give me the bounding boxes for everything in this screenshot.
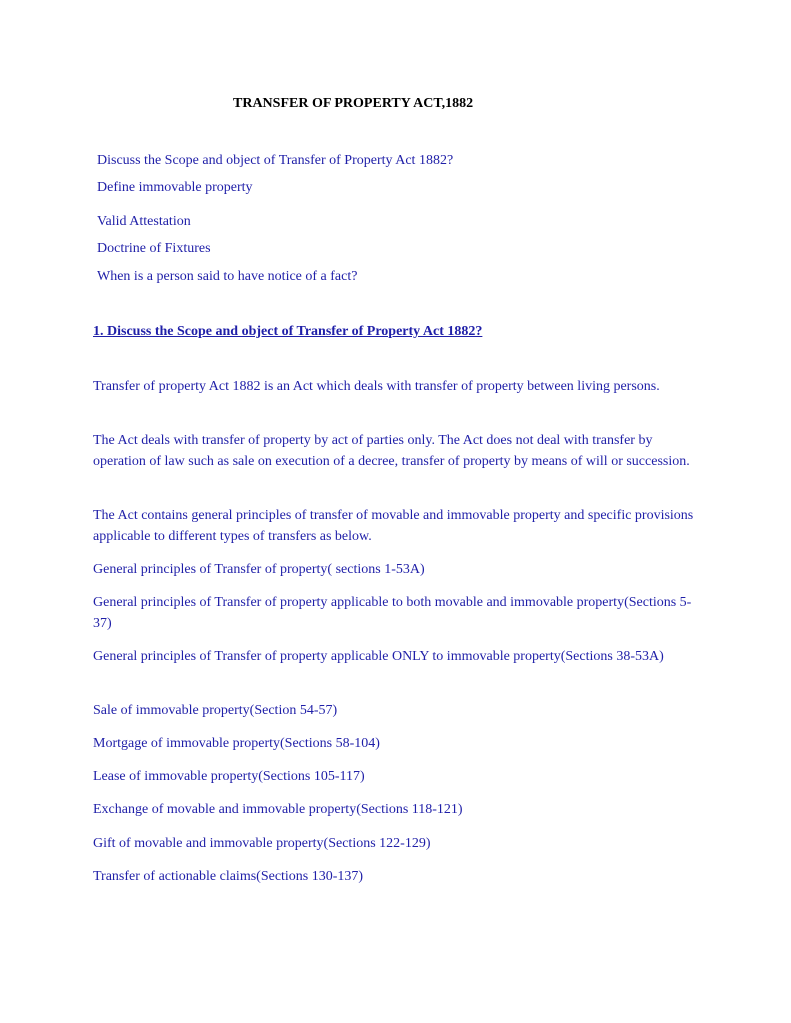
answer-heading[interactable]: 1. Discuss the Scope and object of Transfer of Property Act 1882? [93,324,483,339]
list-item-lease: Lease of immovable property(Sections 105-117) [93,769,365,784]
question-item-valid-attestation[interactable]: Valid Attestation [97,214,191,229]
paragraph-act-scope: The Act deals with transfer of property by act of parties only. The Act does not deal with transfer by operation of law such as sale on execution of a decree, transfer of property by means of will or succession. [93,433,690,469]
list-item-exchange: Exchange of movable and immovable property(Sections 118-121) [93,802,463,817]
paragraph-general-principles: The Act contains general principles of transfer of movable and immovable property and specific provisions applicable to different types of transfers as below. [93,508,694,544]
question-item-notice-of-fact[interactable]: When is a person said to have notice of a fact? [97,269,358,284]
question-item-immovable-property[interactable]: Define immovable property [97,180,253,195]
list-item-gift: Gift of movable and immovable property(Sections 122-129) [93,836,431,851]
list-item-sections-38-53a: General principles of Transfer of property applicable ONLY to immovable property(Sections 38-53A) [93,649,664,664]
list-item-mortgage: Mortgage of immovable property(Sections 58-104) [93,736,380,751]
document-title: TRANSFER OF PROPERTY ACT,1882 [233,96,474,111]
list-item-sections-5-37: General principles of Transfer of property applicable to both movable and immovable property(Sections 5-37) [93,595,692,631]
list-item-sale: Sale of immovable property(Section 54-57) [93,703,338,718]
question-item-doctrine-of-fixtures[interactable]: Doctrine of Fixtures [97,241,211,256]
question-item-scope[interactable]: Discuss the Scope and object of Transfer of Property Act 1882? [97,153,454,168]
paragraph-intro: Transfer of property Act 1882 is an Act which deals with transfer of property between living persons. [93,379,660,394]
list-item-sections-1-53a: General principles of Transfer of property( sections 1-53A) [93,562,425,577]
list-item-actionable-claims: Transfer of actionable claims(Sections 130-137) [93,869,364,884]
